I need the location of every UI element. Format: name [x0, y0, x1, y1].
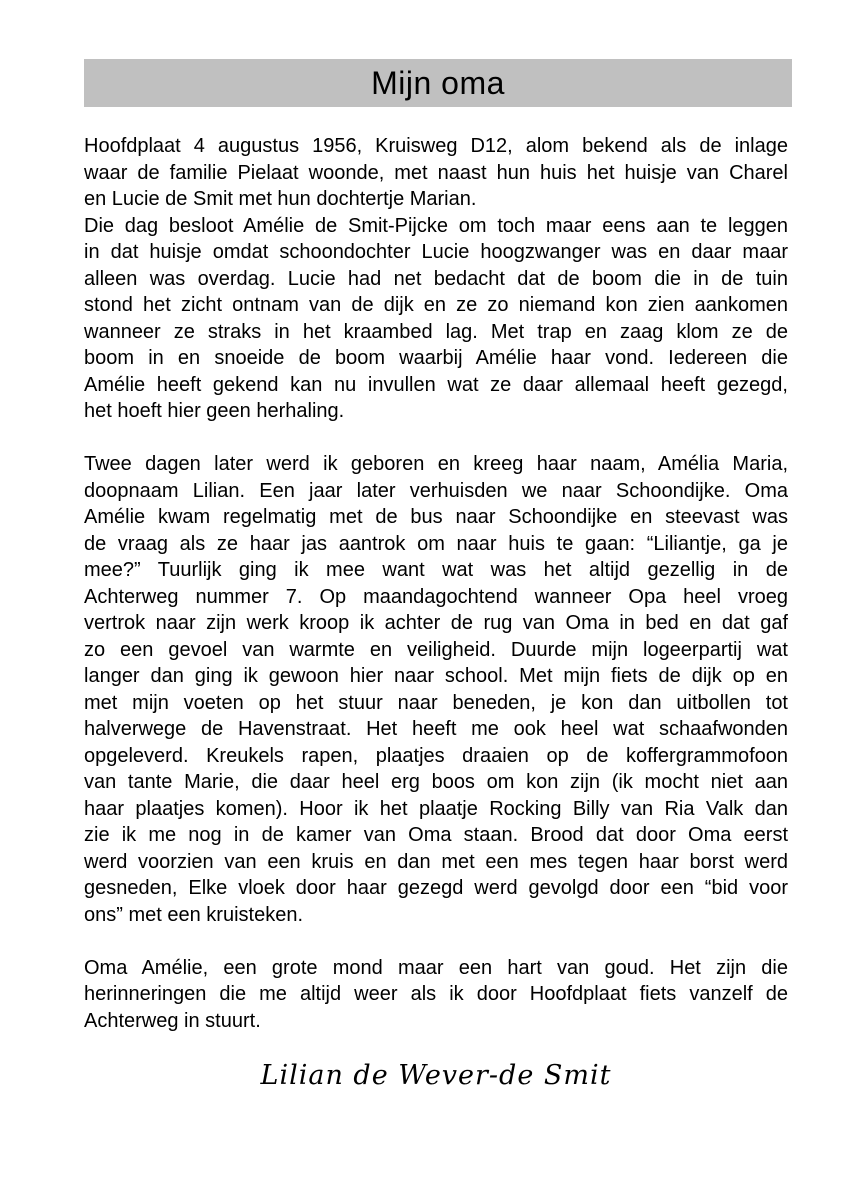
text-line: Achterweg nummer 7. Op maandagochtend wanneer Opa heel vroeg	[84, 585, 788, 608]
text-line: van tante Marie, die daar heel erg boos om kon zijn (ik mocht niet aan	[84, 771, 788, 793]
text-line: gesneden, Elke vloek door haar gezegd werd gevolgd door een “bid voor	[84, 877, 788, 899]
signature: Lilian de Wever-de Smit	[260, 1060, 612, 1091]
text-line: Achterweg in stuurt.	[84, 1009, 261, 1032]
document-body	[84, 133, 788, 1090]
text-line: Amélie kwam regelmatig met de bus naar Schoondijke en steevast was	[84, 506, 788, 528]
paragraph	[84, 451, 788, 928]
text-line: halverwege de Havenstraat. Het heeft me ook heel wat schaafwonden	[84, 718, 788, 740]
text-line: Amélie heeft gekend kan nu invullen wat ze daar allemaal heeft gezegd,	[84, 373, 788, 396]
text-line: herinneringen die me altijd weer als ik door Hoofdplaat fiets vanzelf de	[84, 983, 788, 1005]
paragraph	[84, 133, 788, 213]
text-line: zo een gevoel van warmte en veiligheid. Duurde mijn logeerpartij wat	[84, 638, 788, 661]
text-line: waar de familie Pielaat woonde, met naast hun huis het huisje van Charel	[84, 161, 788, 184]
page-title: Mijn oma	[371, 64, 505, 101]
text-line: mee?” Tuurlijk ging ik mee want wat was het altijd gezellig in de	[84, 559, 788, 581]
text-line: in dat huisje omdat schoondochter Lucie hoogzwanger was en daar maar	[84, 241, 788, 263]
text-line: langer dan ging ik gewoon hier naar school. Met mijn fiets de dijk op en	[84, 665, 788, 687]
text-line: Die dag besloot Amélie de Smit-Pijcke om toch maar eens aan te leggen	[84, 214, 788, 237]
text-line: alleen was overdag. Lucie had net bedacht dat de boom die in de tuin	[84, 267, 788, 290]
text-line: ons” met een kruisteken.	[84, 903, 303, 926]
text-line: opgeleverd. Kreukels rapen, plaatjes draaien op de koffergrammofoon	[84, 744, 788, 767]
paragraph	[84, 213, 788, 425]
text-line: Oma Amélie, een grote mond maar een hart van goud. Het zijn die	[84, 956, 788, 979]
text-line: de vraag als ze haar jas aantrok om naar huis te gaan: “Liliantje, ga je	[84, 532, 788, 555]
title-bar	[84, 59, 792, 107]
text-line: stond het zicht ontnam van de dijk en ze zo niemand kon zien aankomen	[84, 294, 788, 316]
text-line: haar plaatjes komen). Hoor ik het plaatje Rocking Billy van Ria Valk dan	[84, 797, 788, 820]
text-line: werd voorzien van een kruis en dan met een mes tegen haar borst werd	[84, 850, 788, 873]
text-line: zie ik me nog in de kamer van Oma staan. Brood dat door Oma eerst	[84, 824, 788, 846]
text-line: en Lucie de Smit met hun dochtertje Marian.	[84, 188, 477, 210]
text-line: met mijn voeten op het stuur naar beneden, je kon dan uitbollen tot	[84, 691, 788, 714]
paragraph	[84, 955, 788, 1035]
text-line: het hoeft hier geen herhaling.	[84, 400, 345, 422]
text-line: doopnaam Lilian. Een jaar later verhuisden we naar Schoondijke. Oma	[84, 479, 788, 502]
text-line: Twee dagen later werd ik geboren en kreeg haar naam, Amélia Maria,	[84, 453, 788, 475]
text-line: vertrok naar zijn werk kroop ik achter de rug van Oma in bed en dat gaf	[84, 612, 788, 634]
text-line: boom in en snoeide de boom waarbij Amélie haar vond. Iedereen die	[84, 347, 788, 369]
text-line: Hoofdplaat 4 augustus 1956, Kruisweg D12, alom bekend als de inlage	[84, 135, 788, 157]
text-line: wanneer ze straks in het kraambed lag. Met trap en zaag klom ze de	[84, 320, 788, 343]
